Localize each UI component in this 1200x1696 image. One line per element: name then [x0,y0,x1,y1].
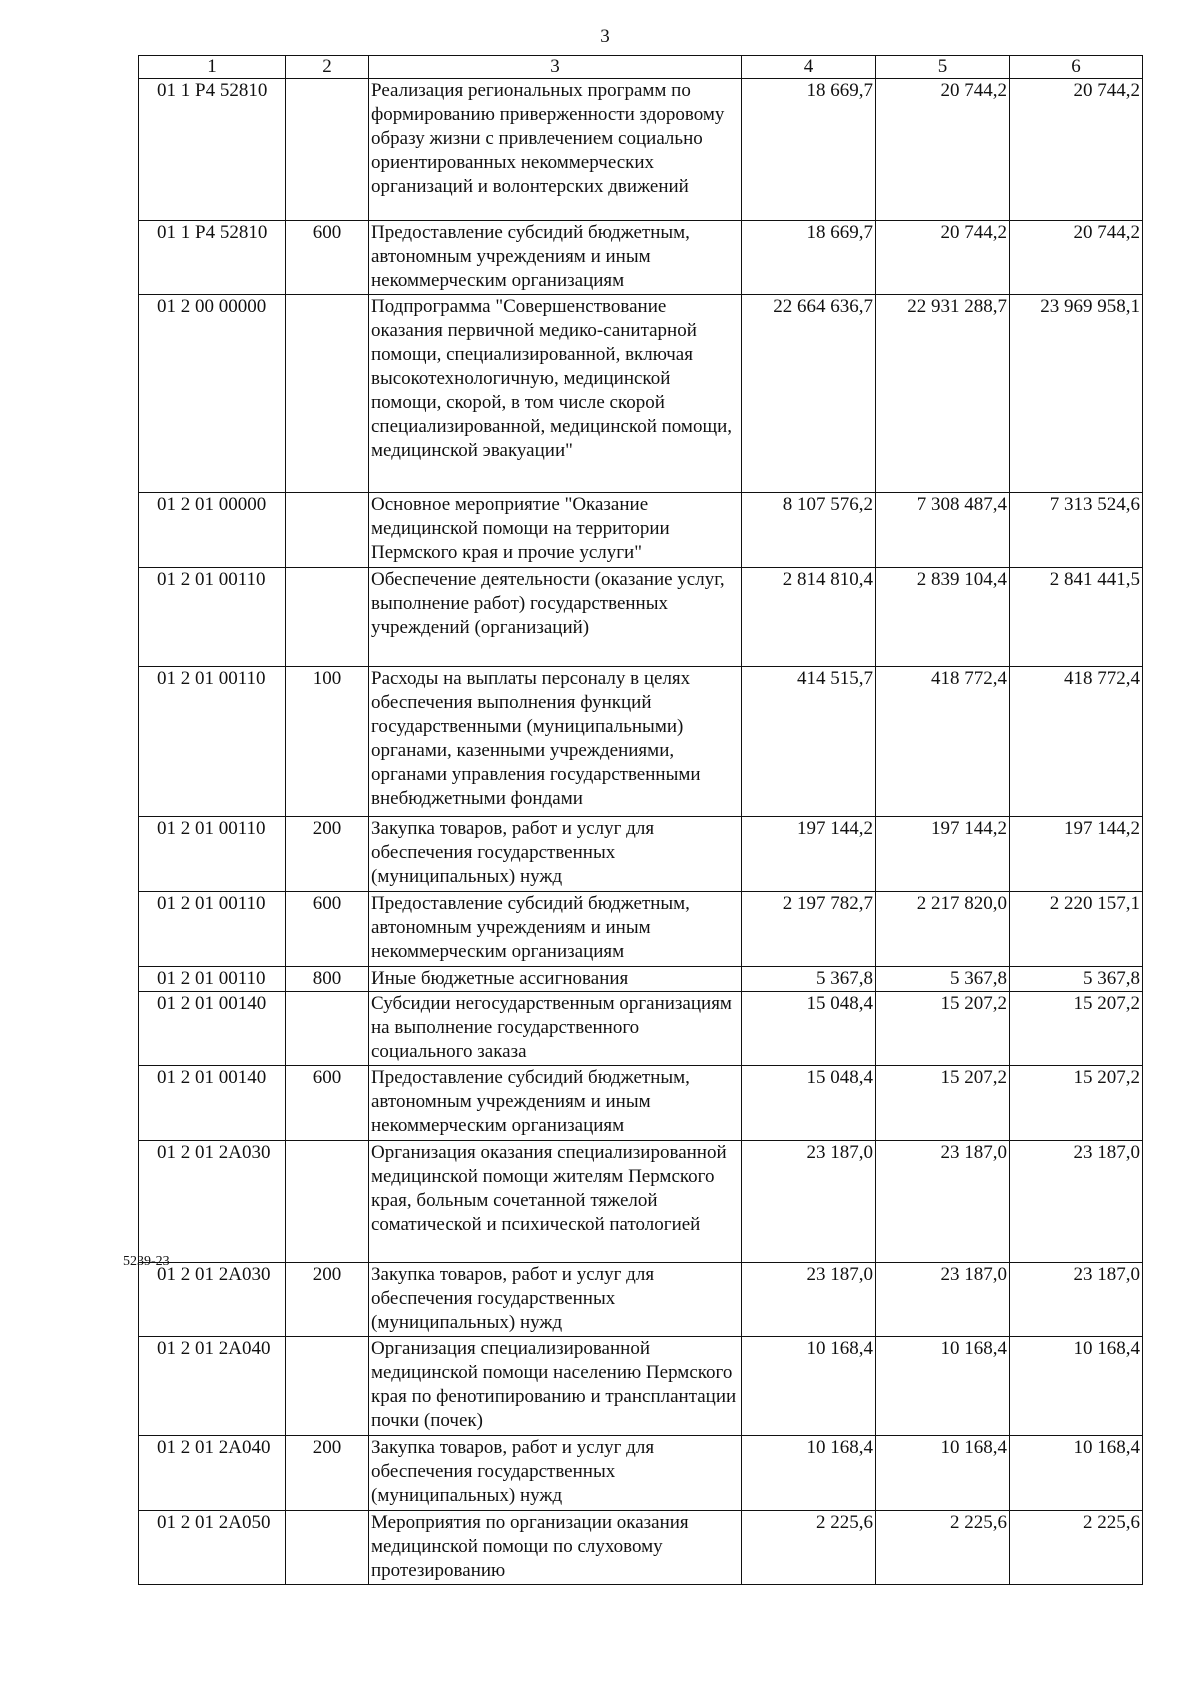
row-name: Закупка товаров, работ и услуг для обеспечения государственных (муниципальных) нужд [369,1263,742,1337]
row-amount-4: 23 187,0 [742,1141,876,1263]
row-amount-5: 10 168,4 [876,1436,1010,1511]
row-code: 01 2 01 2A030 [139,1263,286,1337]
row-amount-5: 15 207,2 [876,992,1010,1066]
row-amount-6: 15 207,2 [1010,992,1143,1066]
budget-table [138,55,1143,1585]
row-expense-type: 800 [286,967,369,992]
row-amount-4: 18 669,7 [742,221,876,295]
table-row [139,79,1143,221]
row-amount-6: 23 187,0 [1010,1263,1143,1337]
row-amount-6: 2 841 441,5 [1010,568,1143,667]
row-code: 01 2 01 2A050 [139,1511,286,1585]
row-amount-5: 2 217 820,0 [876,892,1010,967]
row-name: Закупка товаров, работ и услуг для обеспечения государственных (муниципальных) нужд [369,817,742,892]
row-expense-type: 200 [286,1436,369,1511]
table-row [139,1141,1143,1263]
row-code: 01 2 01 00140 [139,992,286,1066]
row-name: Основное мероприятие "Оказание медицинской помощи на территории Пермского края и прочие услуги" [369,493,742,568]
table-row [139,817,1143,892]
row-amount-6: 5 367,8 [1010,967,1143,992]
row-code: 01 2 00 00000 [139,295,286,493]
row-expense-type: 600 [286,892,369,967]
row-amount-5: 10 168,4 [876,1337,1010,1436]
row-amount-4: 10 168,4 [742,1337,876,1436]
table-row [139,221,1143,295]
row-amount-5: 2 839 104,4 [876,568,1010,667]
row-name: Предоставление субсидий бюджетным, автономным учреждениям и иным некоммерческим организациям [369,892,742,967]
row-amount-5: 418 772,4 [876,667,1010,817]
row-amount-4: 18 669,7 [742,79,876,221]
row-amount-6: 23 969 958,1 [1010,295,1143,493]
table-row [139,1263,1143,1337]
row-code: 01 2 01 2A040 [139,1436,286,1511]
row-amount-6: 20 744,2 [1010,79,1143,221]
row-name: Расходы на выплаты персоналу в целях обеспечения выполнения функций государственными (муниципальными) органами, казенными учреждениями, органами управления государственными внебюджетными фондами [369,667,742,817]
row-name: Предоставление субсидий бюджетным, автономным учреждениям и иным некоммерческим организациям [369,221,742,295]
column-header-name: 3 [369,56,742,79]
row-code: 01 1 P4 52810 [139,221,286,295]
row-name: Реализация региональных программ по формированию приверженности здоровому образу жизни с привлечением социально ориентированных некоммерческих организаций и волонтерских движений [369,79,742,221]
column-header-expense-type: 2 [286,56,369,79]
row-expense-type: 600 [286,1066,369,1141]
row-name: Предоставление субсидий бюджетным, автономным учреждениям и иным некоммерческим организациям [369,1066,742,1141]
row-code: 01 2 01 00110 [139,568,286,667]
row-amount-4: 2 814 810,4 [742,568,876,667]
row-amount-4: 23 187,0 [742,1263,876,1337]
row-amount-5: 7 308 487,4 [876,493,1010,568]
table-row [139,1337,1143,1436]
row-amount-4: 15 048,4 [742,992,876,1066]
row-amount-6: 15 207,2 [1010,1066,1143,1141]
row-expense-type [286,79,369,221]
row-amount-4: 22 664 636,7 [742,295,876,493]
table-row [139,1436,1143,1511]
row-code: 01 1 P4 52810 [139,79,286,221]
row-amount-5: 15 207,2 [876,1066,1010,1141]
row-expense-type: 100 [286,667,369,817]
table-row [139,568,1143,667]
table-row [139,992,1143,1066]
row-amount-6: 197 144,2 [1010,817,1143,892]
row-code: 01 2 01 00110 [139,967,286,992]
row-amount-6: 10 168,4 [1010,1337,1143,1436]
row-amount-4: 2 225,6 [742,1511,876,1585]
row-amount-5: 197 144,2 [876,817,1010,892]
row-code: 01 2 01 00110 [139,817,286,892]
row-amount-5: 23 187,0 [876,1263,1010,1337]
row-amount-4: 8 107 576,2 [742,493,876,568]
row-expense-type [286,992,369,1066]
row-amount-6: 7 313 524,6 [1010,493,1143,568]
row-expense-type: 200 [286,1263,369,1337]
row-name: Иные бюджетные ассигнования [369,967,742,992]
row-expense-type [286,1511,369,1585]
row-name: Субсидии негосударственным организациям на выполнение государственного социального заказа [369,992,742,1066]
row-amount-4: 197 144,2 [742,817,876,892]
row-name: Подпрограмма "Совершенствование оказания первичной медико-санитарной помощи, специализированной, включая высокотехнологичную, медицинской помощи, скорой, в том числе скорой специализированной, медицинской помощи, медицинской эвакуации" [369,295,742,493]
row-code: 01 2 01 2A030 [139,1141,286,1263]
row-expense-type [286,1141,369,1263]
row-expense-type: 200 [286,817,369,892]
row-expense-type: 600 [286,221,369,295]
row-amount-4: 414 515,7 [742,667,876,817]
document-code: 5239-23 [123,1254,170,1269]
row-code: 01 2 01 2A040 [139,1337,286,1436]
row-amount-4: 15 048,4 [742,1066,876,1141]
row-code: 01 2 01 00140 [139,1066,286,1141]
row-amount-6: 418 772,4 [1010,667,1143,817]
row-code: 01 2 01 00000 [139,493,286,568]
row-code: 01 2 01 00110 [139,892,286,967]
row-expense-type [286,1337,369,1436]
table-row [139,1511,1143,1585]
row-amount-4: 5 367,8 [742,967,876,992]
row-amount-6: 2 220 157,1 [1010,892,1143,967]
row-amount-6: 23 187,0 [1010,1141,1143,1263]
table-row [139,892,1143,967]
row-amount-4: 2 197 782,7 [742,892,876,967]
row-amount-5: 20 744,2 [876,79,1010,221]
row-code: 01 2 01 00110 [139,667,286,817]
table-row [139,493,1143,568]
row-amount-6: 20 744,2 [1010,221,1143,295]
row-name: Организация специализированной медицинской помощи населению Пермского края по фенотипированию и трансплантации почки (почек) [369,1337,742,1436]
row-amount-5: 22 931 288,7 [876,295,1010,493]
row-name: Обеспечение деятельности (оказание услуг, выполнение работ) государственных учреждений (организаций) [369,568,742,667]
row-amount-5: 5 367,8 [876,967,1010,992]
row-amount-6: 10 168,4 [1010,1436,1143,1511]
column-header-amount-6: 6 [1010,56,1143,79]
row-expense-type [286,493,369,568]
row-expense-type [286,295,369,493]
column-header-amount-5: 5 [876,56,1010,79]
table-row [139,667,1143,817]
row-amount-5: 23 187,0 [876,1141,1010,1263]
column-header-amount-4: 4 [742,56,876,79]
row-amount-5: 2 225,6 [876,1511,1010,1585]
row-name: Организация оказания специализированной медицинской помощи жителям Пермского края, больным сочетанной тяжелой соматической и психической патологией [369,1141,742,1263]
table-row [139,295,1143,493]
row-name: Закупка товаров, работ и услуг для обеспечения государственных (муниципальных) нужд [369,1436,742,1511]
row-amount-6: 2 225,6 [1010,1511,1143,1585]
table-header-row [139,56,1143,79]
row-name: Мероприятия по организации оказания медицинской помощи по слуховому протезированию [369,1511,742,1585]
row-amount-4: 10 168,4 [742,1436,876,1511]
table-row [139,1066,1143,1141]
page-number: 3 [600,26,610,47]
row-expense-type [286,568,369,667]
column-header-code: 1 [139,56,286,79]
table-row [139,967,1143,992]
row-amount-5: 20 744,2 [876,221,1010,295]
